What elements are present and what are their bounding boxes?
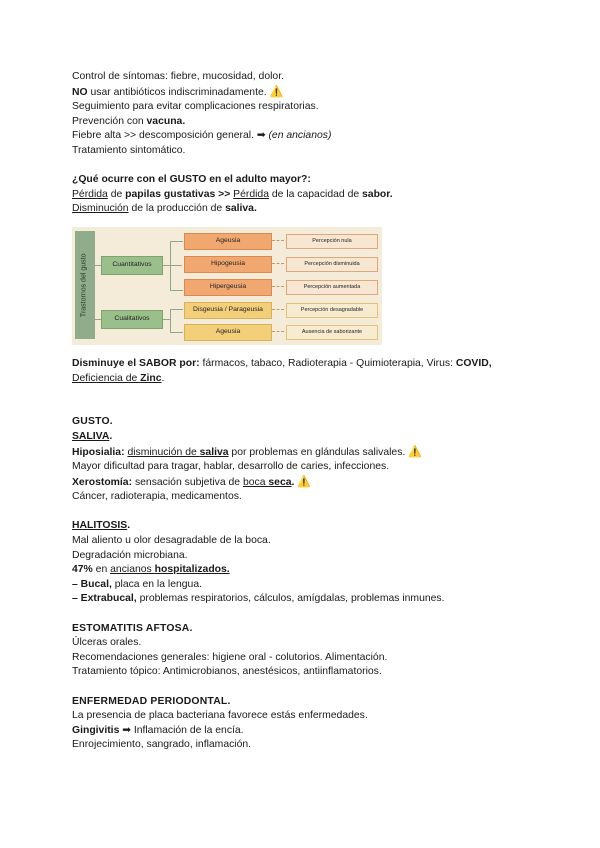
text: en	[92, 564, 111, 576]
underlined-text: Deficiencia de	[72, 372, 141, 384]
text: Control de síntomas: fiebre, mucosidad, dolor.	[72, 71, 284, 82]
text-line: Xerostomía: sensación subjetiva de boca seca. ⚠️	[72, 475, 311, 488]
underlined-bold-text: Zinc	[140, 372, 162, 384]
text: Seguimiento para evitar complicaciones respiratorias.	[72, 101, 319, 113]
bold-text: NO	[72, 86, 88, 98]
text-line	[72, 460, 542, 475]
taste-disorders-diagram	[72, 227, 382, 345]
text: Tratamiento sintomático.	[72, 144, 186, 156]
section-heading: HALITOSIS.	[72, 520, 131, 532]
text: Tratamiento tópico: Antimicrobianos, anestésicos, antiinflamatorios.	[72, 666, 382, 678]
text-line	[72, 636, 542, 651]
description-box: Percepción nula	[286, 234, 378, 249]
underlined-bold-text: SALIVA	[72, 430, 110, 442]
text-line	[72, 665, 542, 680]
text-line	[72, 70, 542, 85]
text: Cáncer, radioterapia, medicamentos.	[72, 491, 242, 503]
text: fármacos, tabaco, Radioterapia - Quimioterapia, Virus:	[199, 357, 456, 369]
text-line	[72, 563, 542, 578]
text-line	[72, 85, 542, 101]
text-line	[72, 372, 542, 387]
description-box: Percepción aumentada	[286, 280, 378, 295]
text-line	[72, 202, 542, 217]
bold-text: vacuna.	[146, 115, 186, 127]
text: Mayor dificultad para tragar, hablar, desarrollo de caries, infecciones.	[72, 461, 390, 473]
text-line	[72, 129, 542, 144]
section-heading: GUSTO.	[72, 416, 113, 428]
text: Mal aliento u olor desagradable de la boca.	[72, 535, 271, 547]
bold-text: Hiposialia:	[72, 446, 125, 458]
disorder-box: Hipogeusia	[184, 256, 272, 273]
text: Úlceras orales.	[72, 637, 142, 649]
section-heading: ENFERMEDAD PERIODONTAL.	[72, 695, 231, 707]
text-line	[72, 549, 542, 564]
text: Prevención con	[72, 115, 147, 127]
arrow-right-icon: ➡	[119, 724, 131, 736]
underlined-text: boca	[242, 476, 269, 488]
bold-text: papilas gustativas >>	[125, 188, 234, 200]
text-line	[72, 578, 542, 593]
text-line	[72, 115, 542, 130]
text: usar antibióticos indiscriminadamente.	[87, 86, 270, 98]
underlined-bold-text: hospitalizados.	[154, 564, 230, 576]
text: placa en la lengua.	[111, 578, 202, 590]
text: Fiebre alta >> descomposición general.	[72, 130, 257, 142]
text-line	[72, 490, 542, 505]
text: problemas respiratorios, cálculos, amígdalas, problemas inmunes.	[136, 593, 445, 605]
underlined-text: ancianos	[110, 564, 155, 576]
text: La presencia de placa bacteriana favorece estás enfermedades.	[72, 710, 368, 722]
bold-text: saliva.	[225, 203, 257, 215]
underlined-bold-text: saliva	[199, 446, 229, 458]
text-line	[72, 592, 542, 607]
text-line	[72, 709, 542, 724]
section-heading: ¿Qué ocurre con el GUSTO en el adulto mayor?:	[72, 174, 311, 186]
underlined-bold-text: HALITOSIS	[72, 520, 128, 532]
text: Degradación microbiana.	[72, 549, 188, 561]
text: de la capacidad de	[269, 188, 363, 200]
disorder-box: Hipergeusia	[184, 279, 272, 296]
arrow-right-icon: ➡	[256, 130, 266, 142]
warning-icon: ⚠️	[269, 85, 284, 98]
group-quantitative: Cuantitativos	[101, 256, 163, 275]
text-line	[72, 144, 542, 159]
document-page	[72, 70, 542, 753]
underlined-text: Pérdida	[233, 188, 269, 200]
underlined-text: Pérdida	[72, 188, 108, 200]
disorder-box: Ageusia	[184, 233, 272, 250]
bold-text: – Extrabucal,	[72, 593, 137, 605]
section-heading: ESTOMATITIS AFTOSA.	[72, 622, 193, 634]
text: .	[161, 372, 165, 384]
disorder-box: Ageusia	[184, 324, 272, 341]
underlined-text: Disminución	[72, 203, 129, 215]
group-qualitative: Cualitativos	[101, 310, 163, 329]
subheading: SALIVA.	[72, 430, 113, 442]
text-line	[72, 188, 542, 203]
warning-icon: ⚠️	[297, 475, 311, 488]
text: de la producción de	[128, 203, 226, 215]
diagram-side-label: Trastornos del gusto	[75, 231, 95, 339]
underlined-text: disminución de	[127, 446, 200, 458]
italic-text: (en ancianos)	[265, 130, 332, 142]
text-line	[72, 100, 542, 115]
warning-icon: ⚠️	[408, 445, 422, 458]
text: de	[107, 188, 126, 200]
text-line	[72, 357, 542, 372]
text: Recomendaciones generales: higiene oral - colutorios. Alimentación.	[72, 651, 388, 663]
text-line	[72, 738, 542, 753]
bold-text: COVID,	[455, 357, 492, 369]
description-box: Ausencia de saborizante	[286, 325, 378, 340]
text-line	[72, 724, 542, 739]
text-line	[72, 534, 542, 549]
text: sensación subjetiva de	[132, 476, 243, 488]
bold-text: sabor.	[362, 188, 393, 200]
text-line	[72, 651, 542, 666]
text: Inflamación de la encía.	[130, 724, 244, 736]
text-line	[72, 445, 542, 461]
underlined-bold-text: seca	[268, 476, 292, 488]
bold-text: 47%	[72, 564, 93, 576]
bold-text: Xerostomía:	[72, 476, 133, 488]
bold-text: Gingivitis	[72, 724, 120, 736]
text: Enrojecimiento, sangrado, inflamación.	[72, 739, 252, 751]
disorder-box: Disgeusia / Parageusia	[184, 302, 272, 319]
bold-text: Disminuye el SABOR por:	[72, 357, 200, 369]
text: por problemas en glándulas salivales.	[228, 446, 409, 458]
description-box: Percepción disminuida	[286, 257, 378, 272]
bold-text: – Bucal,	[72, 578, 112, 590]
description-box: Percepción desagradable	[286, 303, 378, 318]
